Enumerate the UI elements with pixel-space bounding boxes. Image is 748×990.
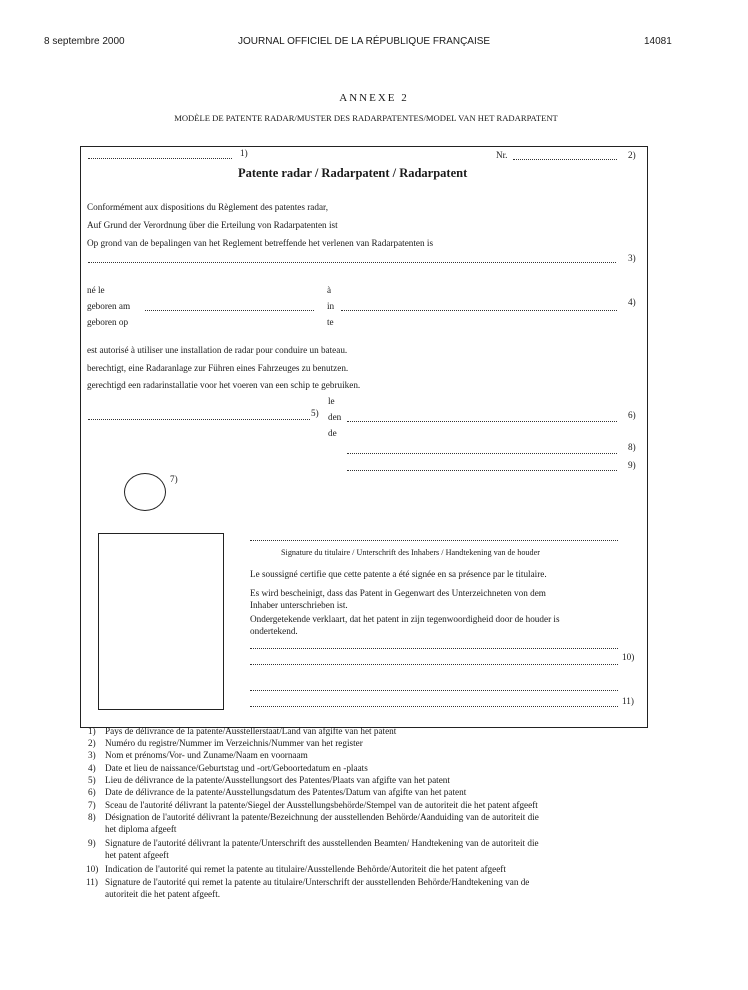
note-text: Désignation de l'autorité délivrant la patente/Bezeichnung der ausstellenden Behörde/Aanduiding van de autoriteit die [105,812,539,822]
certification-nl-1: Ondergetekende verklaart, dat het patent in zijn tegenwoordigheid door de houder is [250,614,560,624]
handing-signature-line-2 [250,706,618,707]
note-number: 2) [88,738,96,748]
marker-10: 10) [622,652,635,662]
intro-fr: Conformément aux dispositions du Règlement des patentes radar, [87,202,329,212]
den-label: den [328,412,342,422]
note-text-continued: het diploma afgeeft [105,824,177,834]
note-text-continued: het patent afgeeft [105,850,169,860]
marker-4: 4) [628,297,636,307]
photo-box [98,533,224,710]
name-field-line [88,262,616,263]
signature-caption: Signature du titulaire / Unterschrift des Inhabers / Handtekening van de houder [281,548,540,557]
marker-11: 11) [622,696,634,706]
country-field-line [88,158,232,159]
de-label: de [328,428,337,438]
note-text: Sceau de l'autorité délivrant la patente/Siegel der Ausstellungsbehörde/Stempel van de autoriteit die het patent afgeeft [105,800,538,810]
note-number: 1) [88,726,96,736]
certification-de-2: Inhaber unterschrieben ist. [250,600,348,610]
note-number: 9) [88,838,96,848]
birth-place-line [341,310,617,311]
note-number: 7) [88,800,96,810]
note-text: Date et lieu de naissance/Geburtstag und -ort/Geboortedatum en -plaats [105,763,368,773]
handing-signature-line-1 [250,690,618,691]
annex-subtitle: MODÈLE DE PATENTE RADAR/MUSTER DES RADARPATENTES/MODEL VAN HET RADARPATENT [174,113,558,123]
marker-2: 2) [628,150,636,160]
note-number: 11) [86,877,98,887]
birth-date-line [145,310,314,311]
note-text: Lieu de délivrance de la patente/Ausstellungsort des Patentes/Plaats van afgifte van het patent [105,775,450,785]
seal-circle [124,473,166,511]
le-label: le [328,396,335,406]
authority-designation-line [347,453,617,454]
header-date: 8 septembre 2000 [44,36,125,47]
authorisation-fr: est autorisé à utiliser une installation de radar pour conduire un bateau. [87,345,348,355]
at-nl: te [327,317,334,327]
place-of-issue-line [88,419,310,420]
marker-9: 9) [628,460,636,470]
note-text: Nom et prénoms/Vor- und Zuname/Naam en voornaam [105,750,308,760]
holder-signature-line [250,540,618,541]
intro-nl: Op grond van de bepalingen van het Reglement betreffende het verlenen van Radarpatenten is [87,238,434,248]
note-number: 4) [88,763,96,773]
annex-title: ANNEXE 2 [339,92,409,104]
authorisation-de: berechtigt, eine Radaranlage zur Führen eines Fahrzeuges zu benutzen. [87,363,349,373]
handing-authority-line-1 [250,648,618,649]
handing-authority-line-2 [250,664,618,665]
marker-6: 6) [628,410,636,420]
certification-de-1: Es wird bescheinigt, dass das Patent in Gegenwart des Unterzeichneten von dem [250,588,546,598]
marker-3: 3) [628,253,636,263]
certification-nl-2: ondertekend. [250,626,298,636]
at-fr: à [327,285,332,295]
born-fr: né le [87,285,105,295]
note-text-continued: autoriteit die het patent afgeeft. [105,889,221,899]
note-number: 5) [88,775,96,785]
born-nl: geboren op [87,317,129,327]
note-text: Indication de l'autorité qui remet la patente au titulaire/Ausstellende Behörde/Autoriteit die het patent afgeeft [105,864,506,874]
certification-fr: Le soussigné certifie que cette patente a été signée en sa présence par le titulaire. [250,569,547,579]
marker-8: 8) [628,442,636,452]
note-text: Date de délivrance de la patente/Ausstellungsdatum des Patentes/Datum van afgifte van het patent [105,787,467,797]
nr-label: Nr. [496,150,508,160]
authorisation-nl: gerechtigd een radarinstallatie voor het voeren van een schip te gebruiken. [87,380,361,390]
header-journal: JOURNAL OFFICIEL DE LA RÉPUBLIQUE FRANÇAISE [238,36,491,47]
note-number: 8) [88,812,96,822]
marker-5: 5) [311,408,319,418]
register-number-line [513,159,617,160]
note-number: 3) [88,750,96,760]
marker-1: 1) [240,148,248,158]
date-of-issue-line [347,421,617,422]
note-text: Signature de l'autorité délivrant la patente/Unterschrift des ausstellenden Beamten/ Handtekening van de autoriteit die [105,838,539,848]
patent-title: Patente radar / Radarpatent / Radarpatent [238,166,468,180]
born-de: geboren am [87,301,131,311]
header-page-number: 14081 [644,36,672,47]
intro-de: Auf Grund der Verordnung über die Erteilung von Radarpatenten ist [87,220,338,230]
at-de: in [327,301,335,311]
note-text: Signature de l'autorité qui remet la patente au titulaire/Unterschrift der ausstellenden Behörde/Handtekening van de [105,877,530,887]
note-number: 6) [88,787,96,797]
marker-7: 7) [170,474,178,484]
note-text: Pays de délivrance de la patente/Ausstellerstaat/Land van afgifte van het patent [105,726,397,736]
authority-signature-line [347,470,617,471]
note-text: Numéro du registre/Nummer im Verzeichnis/Nummer van het register [105,738,363,748]
note-number: 10) [86,864,99,874]
